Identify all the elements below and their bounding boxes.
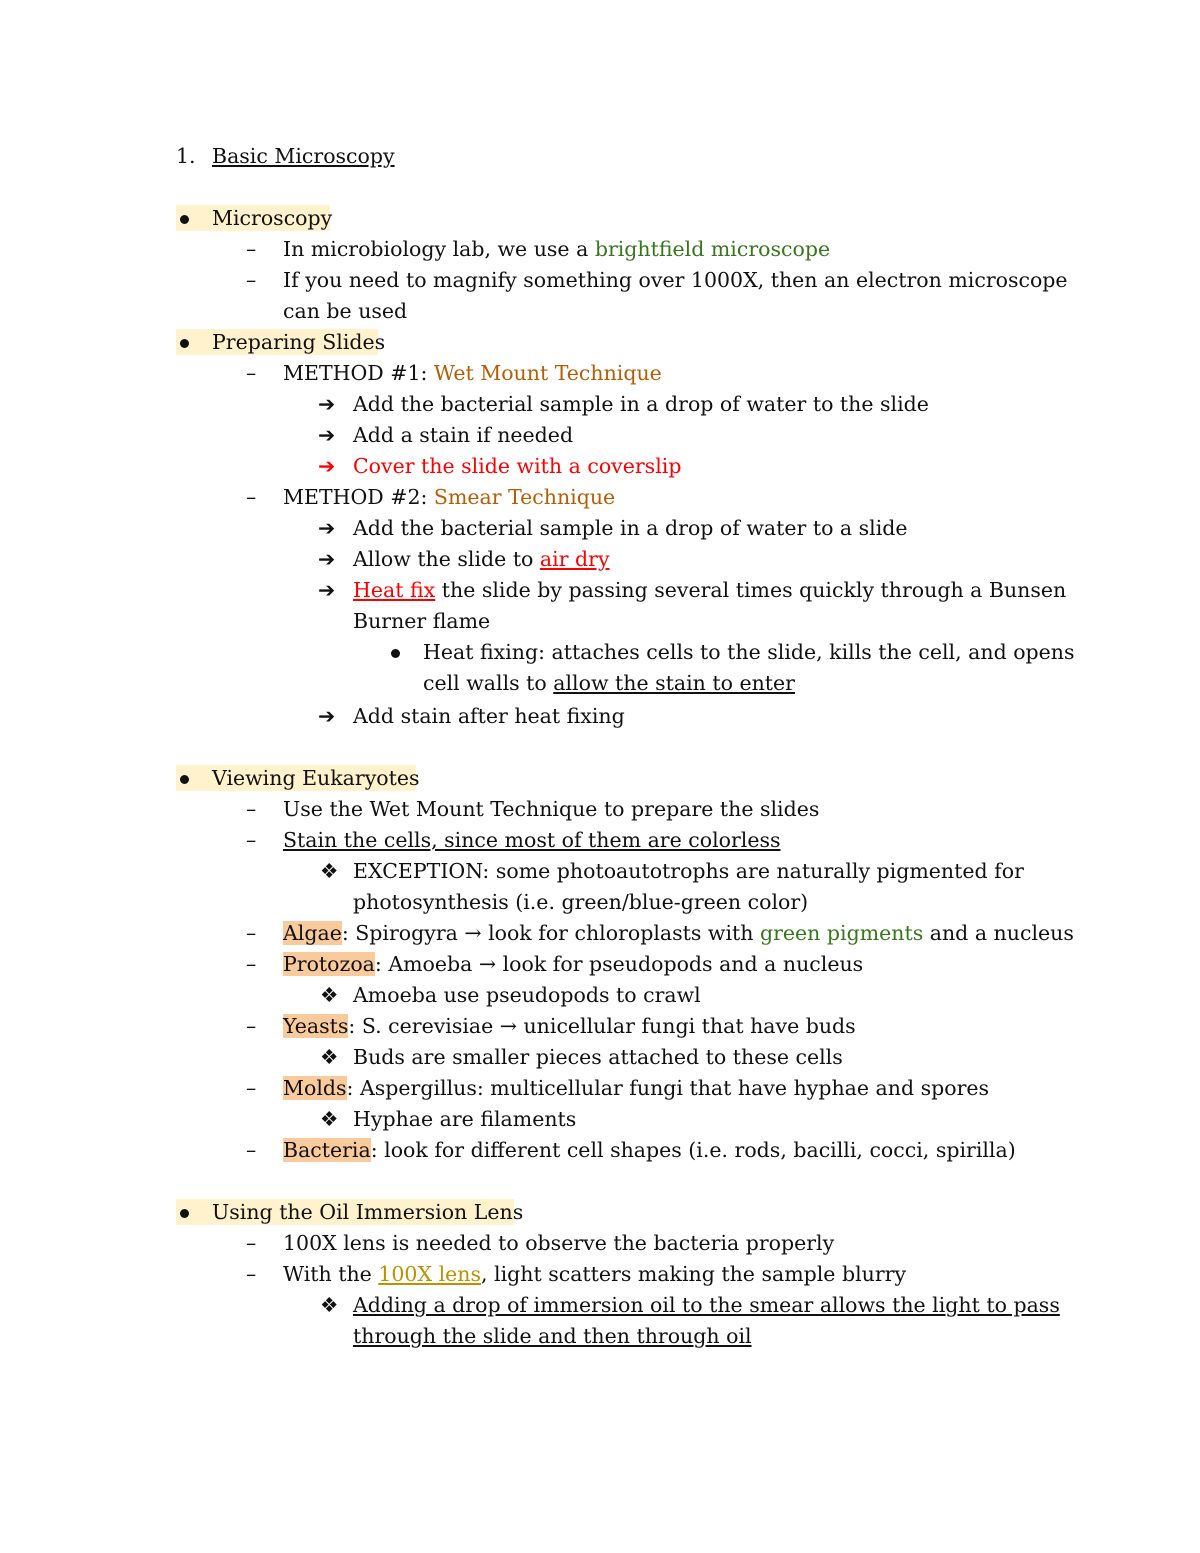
step: Add stain after heat fixing xyxy=(353,704,625,728)
step: Add the bacterial sample in a drop of water to the slide xyxy=(353,392,929,416)
sub-note: Amoeba use pseudopods to crawl xyxy=(353,983,701,1007)
step: Allow the slide to air dry xyxy=(353,547,610,571)
list-item-algae: Algae: Spirogyra → look for chloroplasts with green pigments and a nucleus xyxy=(283,921,1074,945)
arrow-icon: ➔ xyxy=(318,423,336,447)
sub-note-cont: photosynthesis (i.e. green/blue-green color) xyxy=(353,890,809,914)
bullet xyxy=(180,763,189,793)
step: Heat fix the slide by passing several times quickly through a Bunsen xyxy=(353,578,1067,602)
dash-marker: – xyxy=(246,1262,257,1286)
list-item: With the 100X lens, light scatters making the sample blurry xyxy=(283,1262,907,1286)
list-item: In microbiology lab, we use a brightfield microscope xyxy=(283,237,831,261)
sub-note: Hyphae are filaments xyxy=(353,1107,577,1131)
diamond-icon: ❖ xyxy=(320,1293,339,1317)
method-2: METHOD #2: Smear Technique xyxy=(283,485,616,509)
bullet xyxy=(391,637,400,667)
diamond-icon: ❖ xyxy=(320,1107,339,1131)
list-item: 100X lens is needed to observe the bacteria properly xyxy=(283,1231,835,1255)
dash-marker: – xyxy=(246,1076,257,1100)
step: Add a stain if needed xyxy=(353,423,574,447)
heading-preparing-slides: Preparing Slides xyxy=(212,330,386,354)
sub-note: Buds are smaller pieces attached to these cells xyxy=(353,1045,843,1069)
dash-marker: – xyxy=(246,797,257,821)
bullet xyxy=(180,1197,189,1227)
step: Cover the slide with a coverslip xyxy=(353,454,682,478)
arrow-icon: ➔ xyxy=(318,454,336,478)
list-item-molds: Molds: Aspergillus: multicellular fungi that have hyphae and spores xyxy=(283,1076,990,1100)
title-number: 1. xyxy=(176,144,196,168)
diamond-icon: ❖ xyxy=(320,983,339,1007)
method-1: METHOD #1: Wet Mount Technique xyxy=(283,361,662,385)
sub-note: EXCEPTION: some photoautotrophs are naturally pigmented for xyxy=(353,859,1024,883)
arrow-icon: ➔ xyxy=(318,392,336,416)
dash-marker: – xyxy=(246,828,257,852)
list-item-bacteria: Bacteria: look for different cell shapes (i.e. rods, bacilli, cocci, spirilla) xyxy=(283,1138,1016,1162)
sub-note: Adding a drop of immersion oil to the smear allows the light to pass xyxy=(353,1293,1060,1317)
dash-marker: – xyxy=(246,361,257,385)
page-title: Basic Microscopy xyxy=(212,144,395,168)
dash-marker: – xyxy=(246,485,257,509)
sub-note-cont: through the slide and then through oil xyxy=(353,1324,752,1348)
list-item: Stain the cells, since most of them are colorless xyxy=(283,828,781,852)
dash-marker: – xyxy=(246,268,257,292)
dash-marker: – xyxy=(246,952,257,976)
list-item-yeasts: Yeasts: S. cerevisiae → unicellular fungi that have buds xyxy=(283,1014,856,1038)
list-item: If you need to magnify something over 1000X, then an electron microscope xyxy=(283,268,1068,292)
dash-marker: – xyxy=(246,1014,257,1038)
arrow-icon: ➔ xyxy=(318,547,336,571)
arrow-icon: ➔ xyxy=(318,516,336,540)
heading-viewing-eukaryotes: Viewing Eukaryotes xyxy=(212,766,420,790)
list-item-cont: can be used xyxy=(283,299,408,323)
diamond-icon: ❖ xyxy=(320,859,339,883)
arrow-icon: ➔ xyxy=(318,704,336,728)
list-item-protozoa: Protozoa: Amoeba → look for pseudopods and a nucleus xyxy=(283,952,864,976)
step-cont: Burner flame xyxy=(353,609,491,633)
dash-marker: – xyxy=(246,1138,257,1162)
dash-marker: – xyxy=(246,237,257,261)
heading-oil-immersion: Using the Oil Immersion Lens xyxy=(212,1200,524,1224)
arrow-icon: ➔ xyxy=(318,578,336,602)
sub-note-cont: cell walls to allow the stain to enter xyxy=(423,671,795,695)
heading-microscopy: Microscopy xyxy=(212,206,333,230)
bullet xyxy=(180,203,189,233)
diamond-icon: ❖ xyxy=(320,1045,339,1069)
step: Add the bacterial sample in a drop of water to a slide xyxy=(353,516,908,540)
bullet xyxy=(180,327,189,357)
list-item: Use the Wet Mount Technique to prepare the slides xyxy=(283,797,820,821)
dash-marker: – xyxy=(246,921,257,945)
sub-note: Heat fixing: attaches cells to the slide, kills the cell, and opens xyxy=(423,640,1075,664)
dash-marker: – xyxy=(246,1231,257,1255)
